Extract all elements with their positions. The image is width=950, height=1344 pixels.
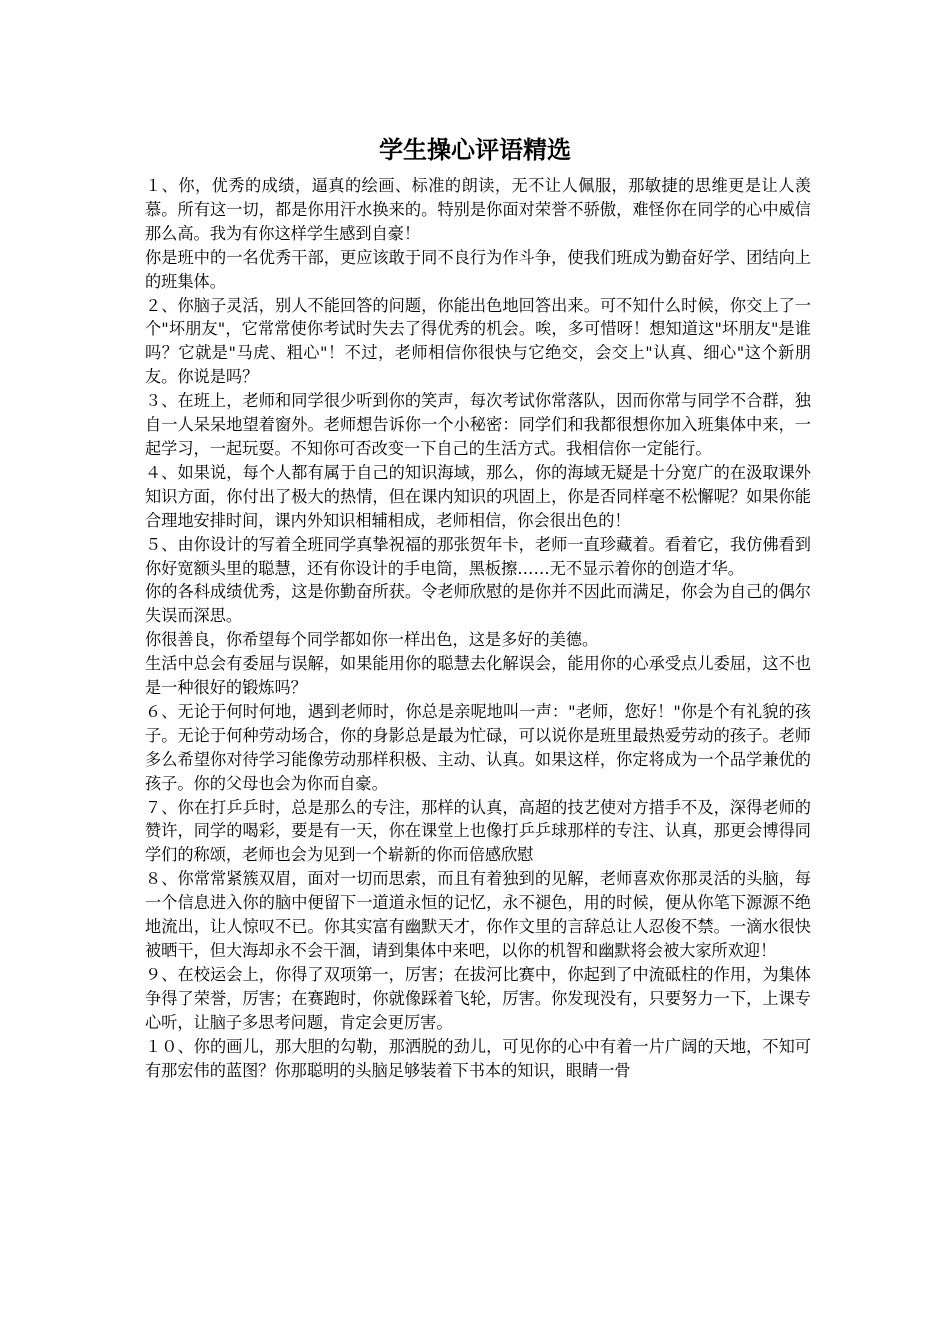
paragraph: ６、无论于何时何地，遇到老师时，你总是亲呢地叫一声："老师，您好！"你是个有礼貌的孩子。无论于何种劳动场合，你的身影总是最为忙碌，可以说你是班里最热爱劳动的孩子。老师多么希望你对待学习能像劳动那样积极、主动、认真。如果这样，你定将成为一个品学兼优的孩子。你的父母也会为你而自豪。 bbox=[145, 701, 811, 793]
paragraph: 你是班中的一名优秀干部，更应该敢于同不良行为作斗争，使我们班成为勤奋好学、团结向上的班集体。 bbox=[145, 247, 811, 291]
paragraph: ２、你脑子灵活，别人不能回答的问题，你能出色地回答出来。可不知什么时候，你交上了一个"坏朋友"，它常常使你考试时失去了得优秀的机会。唉，多可惜呀！想知道这"坏朋友"是谁吗？它就是"马虎、粗心"！不过，老师相信你很快与它绝交，会交上"认真、细心"这个新朋友。你说是吗？ bbox=[145, 295, 811, 387]
paragraph: 生活中总会有委屈与误解，如果能用你的聪慧去化解误会，能用你的心承受点儿委屈，这不也是一种很好的锻炼吗？ bbox=[145, 654, 811, 698]
paragraph: １、你，优秀的成绩，逼真的绘画、标准的朗读，无不让人佩服，那敏捷的思维更是让人羡慕。所有这一切，都是你用汗水换来的。特别是你面对荣誉不骄傲，难怪你在同学的心中威信那么高。我为有你这样学生感到自豪！ bbox=[145, 176, 811, 243]
paragraph: ９、在校运会上，你得了双项第一，厉害；在拔河比赛中，你起到了中流砥柱的作用，为集体争得了荣誉，厉害；在赛跑时，你就像踩着飞轮，厉害。你发现没有，只要努力一下，上课专心听，让脑子多思考问题，肯定会更厉害。 bbox=[145, 964, 811, 1032]
paragraph: ４、如果说，每个人都有属于自己的知识海域，那么，你的海域无疑是十分宽广的在汲取课外知识方面，你付出了极大的热情，但在课内知识的巩固上，你是否同样毫不松懈呢？如果你能合理地安排时间，课内外知识相辅相成，老师相信，你会很出色的！ bbox=[145, 462, 811, 530]
paragraph: １０、你的画儿，那大胆的勾勒，那洒脱的劲儿，可见你的心中有着一片广阔的天地，不知可有那宏伟的蓝图？你那聪明的头脑足够装着下书本的知识，眼睛一骨 bbox=[145, 1036, 811, 1080]
paragraph: ７、你在打乒乒时，总是那么的专注，那样的认真，高超的技艺使对方措手不及，深得老师的赞许，同学的喝彩，要是有一天，你在课堂上也像打乒乒球那样的专注、认真，那更会博得同学们的称颂，老师也会为见到一个崭新的你而倍感欣慰 bbox=[145, 797, 811, 865]
document-title: 学生操心评语精选 bbox=[379, 135, 571, 164]
paragraph: 你很善良，你希望每个同学都如你一样出色，这是多好的美德。 bbox=[145, 630, 599, 650]
paragraph: ５、由你设计的写着全班同学真挚祝福的那张贺年卡，老师一直珍藏着。看着它，我仿佛看到你好宽额头里的聪慧，还有你设计的手电筒，黑板擦……无不显示着你的创造才华。 bbox=[145, 534, 811, 578]
paragraph: ３、在班上，老师和同学很少听到你的笑声，每次考试你常落队，因而你常与同学不合群，独自一人呆呆地望着窗外。老师想告诉你一个小秘密：同学们和我都很想你加入班集体中来，一起学习，一起玩耍。不知你可否改变一下自己的生活方式。我相信你一定能行。 bbox=[145, 391, 811, 458]
paragraph: 你的各科成绩优秀，这是你勤奋所获。令老师欣慰的是你并不因此而满足，你会为自己的偶尔失误而深思。 bbox=[145, 582, 811, 626]
paragraph: ８、你常常紧簇双眉，面对一切而思索，而且有着独到的见解，老师喜欢你那灵活的头脑，每一个信息进入你的脑中便留下一道道永恒的记忆，永不褪色，用的时候，便从你笔下源源不绝地流出，让人惊叹不已。你其实富有幽默天才，你作文里的言辞总让人忍俊不禁。一滴水很快被晒干，但大海却永不会干涸，请到集体中来吧，以你的机智和幽默将会被大家所欢迎！ bbox=[145, 869, 811, 960]
document-body bbox=[145, 174, 811, 1082]
